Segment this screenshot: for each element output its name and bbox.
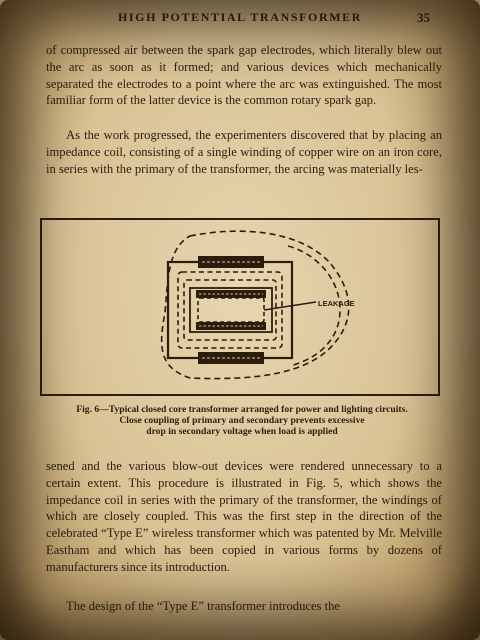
page-number: 35 xyxy=(417,10,430,25)
paragraph-1 xyxy=(46,42,442,109)
figure-caption xyxy=(40,404,444,437)
paragraph-1-text: of compressed air between the spark gap electrodes, which literally blew out the arc as soon as it formed; and various devices which mechanically separated the electrodes to a point where the arc was extinguished. The most familiar form of the latter device is the common rotary spark gap. xyxy=(46,43,442,108)
paragraph-2 xyxy=(46,127,442,177)
caption-line-3: drop in secondary voltage when load is applied xyxy=(146,426,338,437)
top-winding xyxy=(198,256,264,268)
bottom-winding xyxy=(198,352,264,364)
inner-windings xyxy=(196,290,266,330)
paragraph-3 xyxy=(46,458,442,576)
caption-line-2: Close coupling of primary and secondary prevents excessive xyxy=(119,415,365,426)
leakage-label: LEAKAGE xyxy=(318,299,355,308)
caption-line-1: Fig. 6—Typical closed core transformer arranged for power and lighting circuits. xyxy=(76,404,408,415)
inner-flux-line-3 xyxy=(198,298,264,322)
core-outer xyxy=(168,262,292,358)
transformer-diagram xyxy=(40,218,440,396)
paragraph-4-text: The design of the “Type E” transformer introduces the xyxy=(66,599,340,613)
paragraph-2-text: As the work progressed, the experimenters discovered that by placing an impedance coil, consisting of a single winding of copper wire on an iron core, in series with the primary of the transformer, the arcing was materially les- xyxy=(46,128,442,176)
paragraph-4 xyxy=(46,598,442,615)
running-title: HIGH POTENTIAL TRANSFORMER xyxy=(117,10,363,24)
paragraph-3-text: sened and the various blow-out devices were rendered unnecessary to a certain extent. This procedure is illustrated in Fig. 5, which shows the impedance coil in series with the primary of the transformer, the windings of which are closely coupled. This was the first step in the direction of the celebrated “Type E” wireless transformer which was patented by Mr. Melville Eastham and which has been copied in various forms by dozens of manufacturers since its introduction. xyxy=(46,459,442,574)
